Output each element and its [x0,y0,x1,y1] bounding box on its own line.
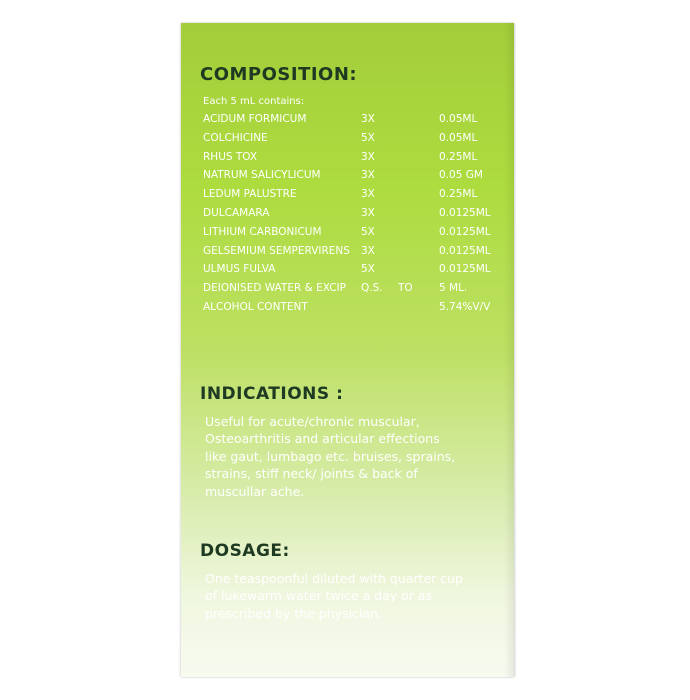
ingredient-name: RHUS TOX [203,150,258,163]
ingredient-row [203,245,503,264]
ingredient-name: ULMUS FULVA [203,263,276,276]
ingredient-potency: Q.S. [361,282,383,295]
dosage-line: of lukewarm water twice a day or as [205,588,433,604]
ingredient-quantity: 0.0125ML [439,206,491,219]
ingredient-row [203,169,503,188]
composition-intro: Each 5 mL contains: [203,96,305,107]
ingredient-quantity: 0.05ML [439,113,478,125]
ingredient-row [203,113,503,132]
ingredient-potency: 3X [361,244,375,257]
ingredient-potency: 3X [361,169,375,182]
ingredient-row [203,301,503,320]
ingredient-potency: 3X [361,150,375,163]
indications-line: Useful for acute/chronic muscular, [205,414,420,429]
ingredient-name: GELSEMIUM SEMPERVIRENS [203,244,350,257]
ingredient-name: DEIONISED WATER & EXCIP [203,282,346,295]
panel-side-shade [504,23,514,677]
ingredient-name: ALCOHOL CONTENT [203,300,308,313]
ingredient-name: NATRUM SALICYLICUM [203,169,321,182]
ingredient-quantity: 5 ML. [439,282,468,295]
indications-line: muscullar ache. [205,483,305,499]
ingredient-quantity: 0.0125ML [439,244,491,257]
ingredient-row [203,188,503,207]
dosage-line: One teaspoonful diluted with quarter cup [205,571,463,586]
ingredient-potency: 5X [361,263,375,276]
dosage-heading: DOSAGE: [200,541,290,561]
indications-heading: INDICATIONS : [200,384,344,404]
indications-line: like gaut, lumbago etc. bruises, sprains, [205,448,456,464]
ingredient-quantity: 0.05 GM [439,169,483,182]
ingredient-row [203,207,503,226]
ingredient-name: ACIDUM FORMICUM [203,113,307,125]
ingredient-quantity: 0.0125ML [439,263,491,276]
ingredient-quantity: 0.25ML [439,150,478,163]
ingredient-name: COLCHICINE [203,131,268,144]
composition-table [203,113,503,320]
ingredient-name: DULCAMARA [203,206,270,219]
ingredient-potency: 3X [361,206,375,219]
dosage-line: prescribed by the physician. [205,605,382,621]
ingredient-quantity: 5.74%V/V [439,300,491,313]
ingredient-potency: 3X [361,113,375,125]
ingredient-potency: 3X [361,188,375,201]
ingredient-to: TO [398,282,413,295]
ingredient-row [203,151,503,170]
ingredient-quantity: 0.0125ML [439,225,491,238]
ingredient-quantity: 0.05ML [439,131,478,144]
composition-heading: COMPOSITION: [200,64,358,85]
ingredient-row [203,132,503,151]
dosage-text [205,570,505,622]
ingredient-quantity: 0.25ML [439,188,478,201]
indications-line: Osteoarthritis and articular effections [205,431,440,447]
ingredient-potency: 5X [361,131,375,144]
indications-text [205,413,505,500]
ingredient-row [203,226,503,245]
ingredient-row [203,282,503,301]
ingredient-row [203,263,503,282]
ingredient-name: LEDUM PALUSTRE [203,188,297,201]
ingredient-name: LITHIUM CARBONICUM [203,225,322,238]
ingredient-potency: 5X [361,225,375,238]
indications-line: strains, stiff neck/ joints & back of [205,466,418,482]
